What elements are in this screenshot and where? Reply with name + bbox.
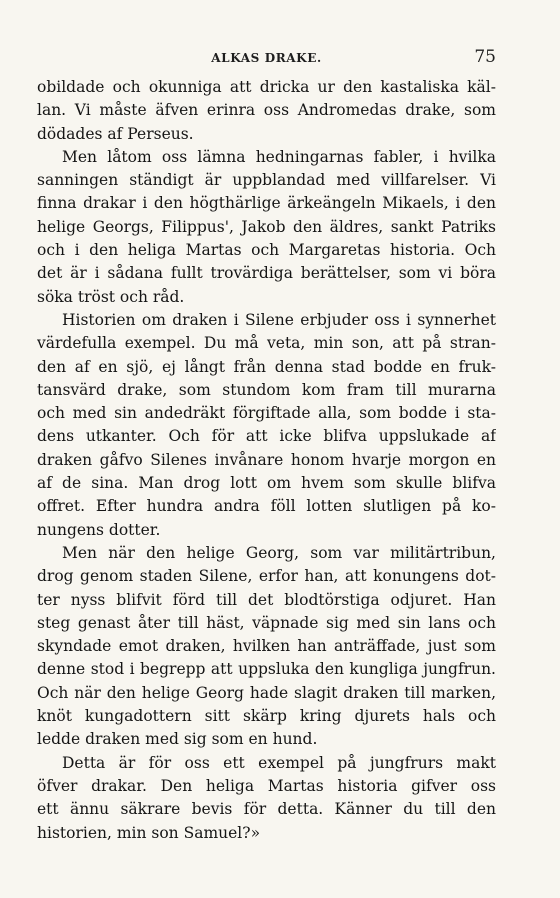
body-text [37,76,496,845]
text-line: dens utkanter. Och för att icke blifva uppslukade af [37,427,496,446]
text-line: Och när den helige Georg hade slagit draken till marken, [37,683,496,702]
text-line: Detta är för oss ett exempel på jungfrurs makt [62,753,496,772]
text-line: den af en sjö, ej långt från denna stad bodde en fruk- [37,357,496,376]
text-line: söka tröst och råd. [37,287,185,306]
text-line: sanningen ständigt är uppblandad med villfarelser. Vi [37,171,496,190]
text-line: draken gåfvo Silenes invånare honom hvarje morgon en [37,450,496,469]
text-line: och med sin andedräkt förgiftade alla, som bodde i sta- [37,404,496,423]
text-line: ter nyss blifvit förd till det blodtörstiga odjuret. Han [37,590,496,609]
text-line: historien, min son Samuel?» [37,823,261,842]
text-line: helige Georgs, Filippus', Jakob den äldres, sankt Patriks [37,217,496,236]
text-line: offret. Efter hundra andra föll lotten slutligen på ko- [37,497,496,516]
text-line: obildade och okunniga att dricka ur den kastaliska käl- [37,78,496,96]
text-line: Men när den helige Georg, som var militärtribun, [62,543,496,562]
text-line: finna drakar i den högthärlige ärkeängeln Mikaels, i den [37,194,496,213]
page-header [37,47,496,67]
text-line: skyndade emot draken, hvilken han anträffade, just som [37,637,496,656]
text-line: det är i sådana fullt trovärdiga berättelser, som vi böra [37,264,496,283]
text-line: öfver drakar. Den heliga Martas historia gifver oss [37,776,496,795]
text-line: Men låtom oss lämna hedningarnas fabler, i hvilka [62,147,496,166]
text-line: tansvärd drake, som stundom kom fram till murarna [37,380,496,399]
running-head: ALKAS DRAKE. [211,51,322,65]
text-line: lan. Vi måste äfven erinra oss Andromedas drake, som [37,101,496,120]
text-line: Historien om draken i Silene erbjuder oss i synnerhet [62,310,496,329]
text-line: af de sina. Man drog lott om hvem som skulle blifva [37,474,496,493]
text-line: och i den heliga Martas och Margaretas historia. Och [37,241,496,260]
text-line: ett ännu säkrare bevis för detta. Känner du till den [37,800,496,819]
text-line: dödades af Perseus. [37,124,194,143]
text-line: drog genom staden Silene, erfor han, att konungens dot- [37,567,496,586]
text-line: steg genast åter till häst, väpnade sig med sin lans och [37,613,496,632]
text-line: knöt kungadottern sitt skärp kring djurets hals och [37,707,496,726]
page-number: 75 [474,47,496,67]
text-line: värdefulla exempel. Du må veta, min son, att på stran- [37,334,496,353]
text-line: nungens dotter. [37,520,161,539]
text-line: ledde draken med sig som en hund. [37,730,318,749]
text-line: denne stod i begrepp att uppsluka den kungliga jungfrun. [37,660,496,679]
